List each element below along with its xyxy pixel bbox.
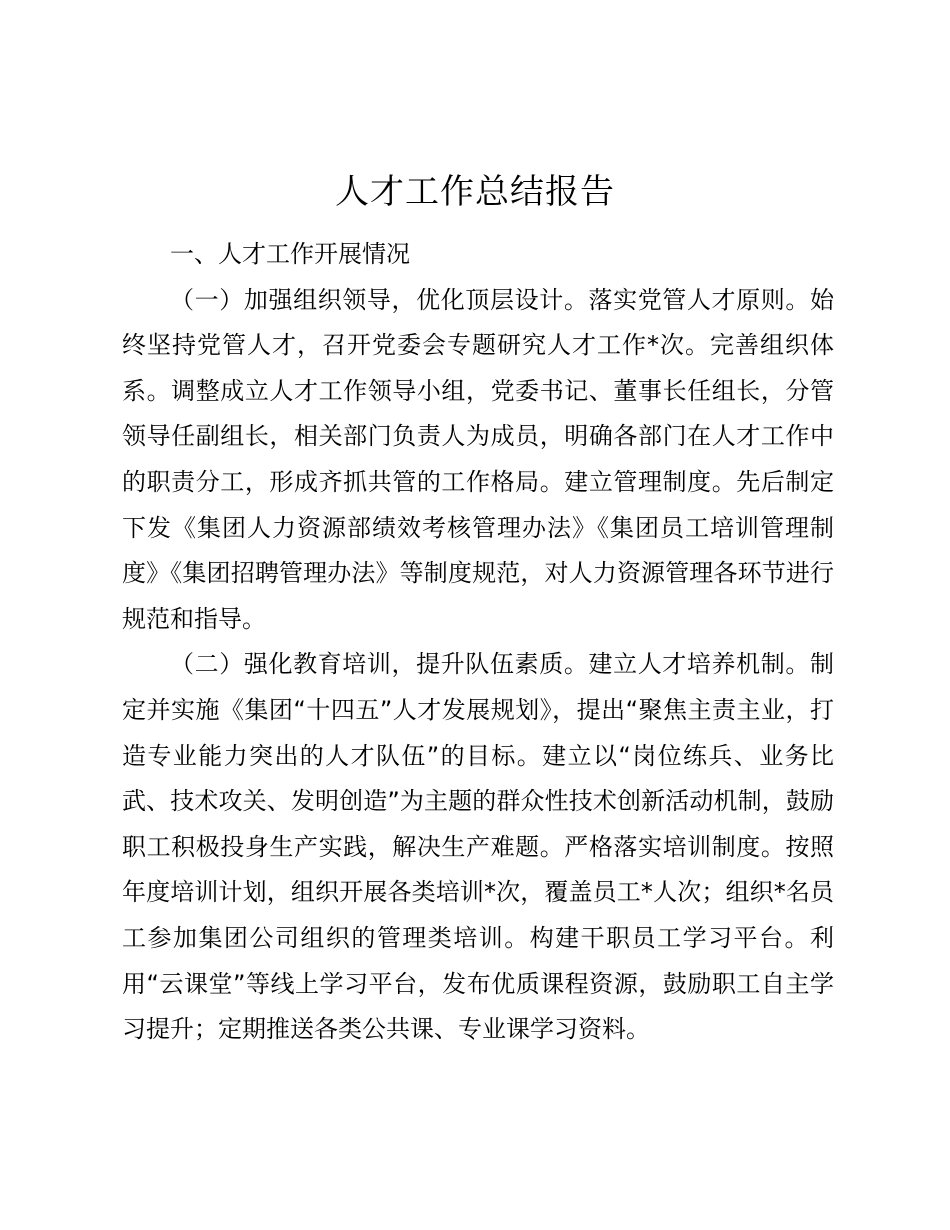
paragraph-2: （二）强化教育培训，提升队伍素质。建立人才培养机制。制定并实施《集团“十四五”人才发展规划》，提出“聚焦主责主业，打造专业能力突出的人才队伍”的目标。建立以“岗位练兵、业务比武、技术攻关、发明创造”为主题的群众性技术创新活动机制，鼓励职工积极投身生产实践，解决生产难题。严格落实培训制度。按照年度培训计划，组织开展各类培训*次，覆盖员工*人次；组织*名员工参加集团公司组织的管理类培训。构建干职员工学习平台。利用“云课堂”等线上学习平台，发布优质课程资源，鼓励职工自主学习提升；定期推送各类公共课、专业课学习资料。 — [122, 650, 834, 1044]
paragraph-1: （一）加强组织领导，优化顶层设计。落实党管人才原则。始终坚持党管人才，召开党委会专题研究人才工作*次。完善组织体系。调整成立人才工作领导小组，党委书记、董事长任组长，分管领导任副组长，相关部门负责人为成员，明确各部门在人才工作中的职责分工，形成齐抓共管的工作格局。建立管理制度。先后制定下发《集团人力资源部绩效考核管理办法》《集团员工培训管理制度》《集团招聘管理办法》等制度规范，对人力资源管理各环节进行规范和指导。 — [122, 285, 834, 633]
document-title: 人才工作总结报告 — [335, 172, 615, 212]
document-body — [122, 232, 834, 1053]
section-heading: 一、人才工作开展情况 — [170, 240, 410, 268]
